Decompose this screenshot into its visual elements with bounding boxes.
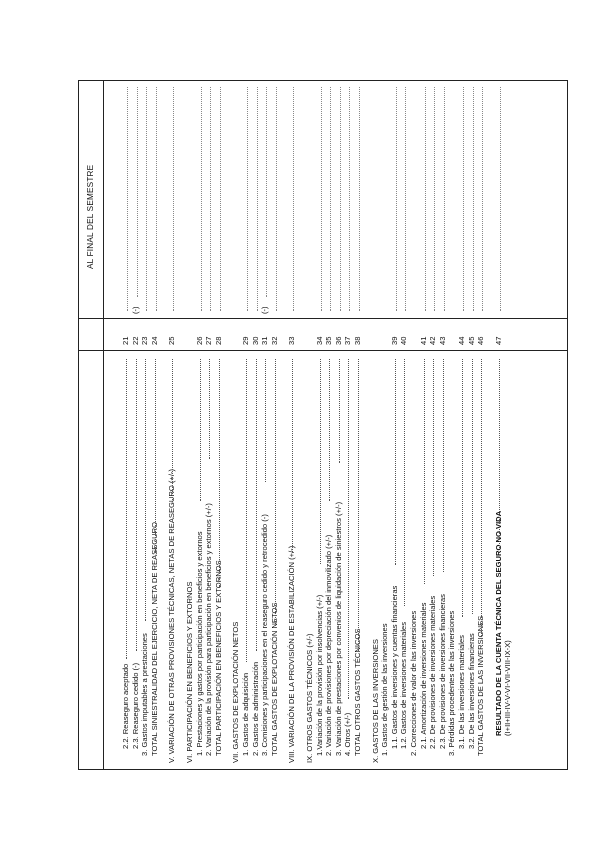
dot-leader [320, 359, 321, 565]
table-row [457, 79, 467, 769]
table-row [343, 79, 353, 769]
row-label: VIII. VARIACIÓN DE LA PROVISIÓN DE ESTABILIZACIÓN (+/-) [287, 545, 297, 763]
row-label: TOTAL GASTOS DE LAS INVERSIONES [476, 615, 486, 756]
row-label: 3. Variación de prestaciones por convenios de liquidación de siniestros (+/-) [333, 501, 343, 756]
value-field[interactable] [137, 87, 138, 297]
row-label: 2.3. Reaseguro cedido (-) [130, 662, 140, 749]
row-number: 30 [250, 336, 260, 345]
value-field[interactable] [340, 87, 341, 311]
value-field[interactable] [201, 87, 202, 311]
row-label: 2.1. Amortización de inversiones materiales [418, 602, 428, 749]
row-label: VII. GASTOS DE EXPLOTACIÓN NETOS [231, 621, 241, 763]
table-row [447, 79, 457, 769]
row-label: 2.2. Reaseguro aceptado [121, 663, 130, 749]
row-number: 33 [287, 336, 297, 345]
dot-leader [209, 359, 210, 460]
table-row [121, 79, 131, 769]
row-number: 23 [140, 336, 150, 345]
dot-leader [424, 359, 425, 584]
row-label: 2. Variación de provisiones por depreciación del inmovilizado (+/-) [324, 534, 334, 756]
row-label: TOTAL SINIESTRALIDAD DEL EJERCICIO, NETA DE REASEGURO [149, 521, 159, 756]
dot-leader [481, 359, 482, 636]
row-label: 1.Variación de la provisión por insolvencias (+/-) [314, 594, 324, 756]
value-field[interactable] [220, 87, 221, 311]
table-row [390, 79, 400, 769]
dot-leader [339, 359, 340, 463]
row-label: X. GASTOS DE LAS INVERSIONES [370, 639, 380, 763]
value-field[interactable] [425, 87, 426, 311]
dot-leader [172, 359, 173, 504]
dot-leader [246, 359, 247, 662]
dot-leader [136, 359, 137, 651]
row-label: 3. Comisiones y participaciones en el reaseguro cedido y retrocedido (-) [260, 514, 270, 756]
table-row [195, 79, 205, 769]
row-number: 26 [194, 336, 204, 345]
table-row [324, 79, 334, 769]
dot-leader [126, 359, 127, 659]
table-row [476, 79, 486, 769]
value-field[interactable] [276, 87, 277, 311]
header-divider [103, 81, 104, 769]
row-number: 22 [130, 336, 140, 345]
negative-mark: (-) [260, 306, 270, 314]
row-label: TOTAL PARTICIPACIÓN EN BENEFICIOS Y EXTORNOS [213, 560, 223, 756]
row-number: 29 [241, 336, 250, 345]
column-header: AL FINAL DEL SEMESTRE [86, 164, 95, 269]
row-label: 1. Gastos de gestión de las inversiones [380, 623, 390, 756]
value-field[interactable] [321, 87, 322, 311]
dot-leader [443, 359, 444, 573]
row-number: 36 [333, 336, 343, 345]
row-label: 1. Gastos de adquisición [241, 672, 250, 756]
dot-leader [433, 359, 434, 576]
value-field[interactable] [257, 87, 258, 311]
row-number: 44 [457, 336, 466, 345]
value-field[interactable] [156, 87, 157, 311]
dot-leader [348, 359, 349, 700]
row-number: 21 [121, 336, 130, 345]
row-number: 47 [493, 336, 503, 345]
row-label: 2. Variación de la provisión para participación en beneficios y extornos (+/-) [204, 503, 214, 756]
value-field[interactable] [473, 87, 474, 311]
value-field[interactable] [146, 87, 147, 311]
row-label: (I+II+III-IV-V-VI-VII-VIII-IX-X) [503, 640, 513, 736]
table-row [353, 79, 363, 769]
row-label: 2.3. De provisiones de inversiones financieras [437, 594, 447, 749]
dot-leader [265, 359, 266, 482]
row-label: V. VARIACIÓN DE OTRAS PROVISIONES TÉCNICAS, NETAS DE REASEGURO (+/-) [167, 468, 177, 763]
table-row [167, 79, 177, 769]
row-label: 1. Prestaciones y gastos por participación en beneficios y extornos [194, 531, 204, 756]
table-row [467, 79, 477, 769]
value-field[interactable] [210, 87, 211, 311]
row-number: 46 [476, 336, 486, 345]
table-row [409, 79, 419, 769]
dot-leader [200, 359, 201, 501]
value-field[interactable] [349, 87, 350, 311]
table-row [214, 79, 224, 769]
row-number: 24 [149, 336, 159, 345]
value-field[interactable] [330, 87, 331, 311]
table-row [251, 79, 261, 769]
table-row [399, 79, 409, 769]
table-row [419, 79, 429, 769]
value-field[interactable] [247, 87, 248, 311]
value-field[interactable] [266, 87, 267, 297]
row-label: 3. Pérdidas procedentes de las inversiones [447, 610, 457, 756]
row-number: 28 [213, 336, 223, 345]
table-row [380, 79, 390, 769]
dot-leader [404, 359, 405, 606]
row-number: 35 [324, 336, 334, 345]
table-row [503, 79, 513, 769]
row-label: TOTAL OTROS GASTOS TÉCNICOS [353, 628, 362, 756]
table-row [231, 79, 241, 769]
dot-leader [292, 359, 293, 553]
value-field[interactable] [444, 87, 445, 311]
value-field[interactable] [127, 87, 128, 311]
row-number: 25 [167, 336, 177, 345]
row-number: 32 [269, 336, 279, 345]
row-number: 34 [314, 336, 324, 345]
table-row [270, 79, 280, 769]
dot-leader [145, 359, 146, 621]
row-number: 40 [399, 336, 409, 345]
value-field[interactable] [482, 87, 483, 311]
dot-leader [329, 359, 330, 501]
table-row [204, 79, 214, 769]
table-row [494, 79, 504, 769]
row-number: 39 [389, 336, 399, 345]
table-row [241, 79, 251, 769]
value-field[interactable] [463, 87, 464, 311]
row-label: 1.2. Gastos de inversiones materiales [399, 621, 409, 749]
dot-leader [472, 359, 473, 614]
row-number: 31 [260, 336, 270, 345]
row-label: 4. Otros (+/-) [343, 712, 353, 756]
row-number: 27 [204, 336, 214, 345]
dot-leader [155, 359, 156, 553]
row-number: 38 [353, 336, 362, 345]
table-row [131, 79, 141, 769]
value-field[interactable] [293, 87, 294, 311]
value-field[interactable] [405, 87, 406, 311]
row-label: TOTAL GASTOS DE EXPLOTACIÓN NETOS [269, 602, 279, 756]
row-label: 2. Correcciones de valor de las inversiones [409, 610, 418, 756]
row-number: 37 [343, 336, 353, 345]
row-label: 3.2. De las inversiones financieras [466, 633, 476, 749]
table-row [260, 79, 270, 769]
dot-leader [275, 359, 276, 628]
value-field[interactable] [359, 87, 360, 311]
row-number: 43 [437, 336, 447, 345]
row-label: 1.1. Gastos de inversiones y cuentas financieras [389, 585, 399, 749]
table-row [371, 79, 381, 769]
dot-leader [358, 359, 359, 651]
row-label: VI. PARTICIPACIÓN EN BENEFICIOS Y EXTORNOS [185, 581, 194, 763]
table-row [287, 79, 297, 769]
dot-leader [395, 359, 396, 565]
value-field[interactable] [396, 87, 397, 311]
table-row [438, 79, 448, 769]
value-field[interactable] [173, 87, 174, 311]
value-field[interactable] [500, 87, 501, 311]
row-number: 41 [418, 336, 428, 345]
dot-leader [499, 359, 500, 548]
row-label: 3.1. De las inversiones materiales [457, 635, 466, 749]
table-row [305, 79, 315, 769]
row-label: 3. Gastos imputables a prestaciones [140, 633, 150, 756]
row-number: 45 [466, 336, 476, 345]
table-row [140, 79, 150, 769]
dot-leader [462, 359, 463, 618]
table-row [185, 79, 195, 769]
row-label: RESULTADO DE LA CUENTA TÉCNICA DEL SEGURO NO VIDA [493, 510, 503, 736]
row-number: 42 [428, 336, 438, 345]
dot-leader [219, 359, 220, 587]
table-row [315, 79, 325, 769]
table-row [150, 79, 160, 769]
row-label: IX. OTROS GASTOS TÉCNICOS (+/-) [305, 633, 314, 763]
rotated-form [78, 80, 568, 770]
row-label: 2. Gastos de administración [250, 661, 260, 756]
dot-leader [256, 359, 257, 651]
value-field[interactable] [434, 87, 435, 311]
negative-mark: (-) [130, 306, 140, 314]
table-row [428, 79, 438, 769]
row-label: 2.2. De provisiones de inversiones materiales [428, 595, 438, 749]
report-table [78, 80, 568, 770]
table-row [334, 79, 344, 769]
